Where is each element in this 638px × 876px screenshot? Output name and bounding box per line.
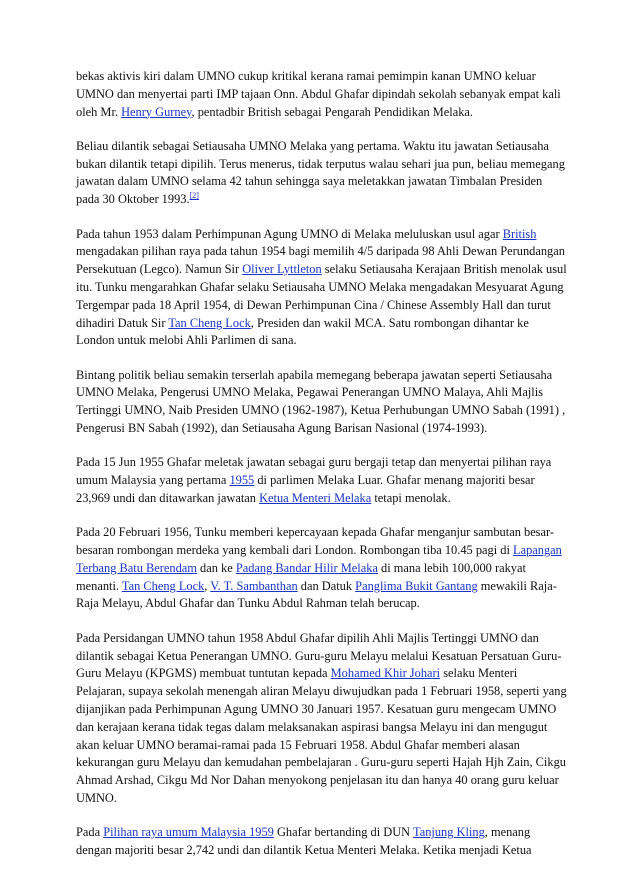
link-tan-cheng-lock[interactable]: Tan Cheng Lock: [168, 315, 251, 330]
link-oliver-lyttleton[interactable]: Oliver Lyttleton: [242, 262, 322, 277]
paragraph-text: ,: [204, 578, 211, 593]
paragraph-text: Bintang politik beliau semakin terserlah apabila memegang beberapa jawatan seperti Setiausaha UMNO Melaka, Pengerusi UMNO Melaka, Pegawai Penerangan UMNO Malaya, Ahli Majlis Tertinggi UMNO, Naib Presiden UMNO (1962-1987), Ketua Perhubungan UMNO Sabah (1991) , Pengerusi BN Sabah (1992), dan Setiausaha Agung Barisan Nasional (1974-1993).: [76, 367, 566, 436]
link-henry-gurney[interactable]: Henry Gurney: [121, 104, 192, 119]
paragraph-text: mewakili Raja-Raja Melayu, Abdul Ghafar dan Tunku Abdul Rahman telah berucap.: [76, 578, 557, 611]
paragraph-text: di parlimen Melaka Luar. Ghafar menang majoriti besar 23,969 undi dan ditawarkan jawatan: [76, 473, 535, 505]
paragraph-text: bekas aktivis kiri dalam UMNO cukup kritikal kerana ramai pemimpin kanan UMNO keluar UMNO dan menyertai parti IMP tajaan Onn. Abdul Ghafar dipindah sekolah sebanyak empat kali oleh Mr.: [76, 69, 561, 119]
article-body: [76, 68, 568, 876]
link-ketua-menteri-melaka[interactable]: Ketua Menteri Melaka: [259, 490, 372, 505]
link-tan-cheng-lock[interactable]: Tan Cheng Lock: [121, 578, 205, 593]
paragraph-text: mengadakan pilihan raya pada tahun 1954 bagi memilih 4/5 daripada 98 Ahli Dewan Perundangan Persekutuan (Legco). Namun Sir: [76, 244, 565, 277]
paragraph-text: Pada Persidangan UMNO tahun 1958 Abdul Ghafar dipilih Ahli Majlis Tertinggi UMNO dan dilantik sebagai Ketua Penerangan UMNO. Guru-guru Melayu melalui Kesatuan Persatuan Guru-Guru Melayu (KPGMS) membuat tuntutan kepada: [76, 630, 562, 681]
paragraph-text: tetapi menolak.: [371, 490, 451, 505]
paragraph-1959: [76, 824, 568, 860]
paragraph-1958: [76, 630, 568, 808]
link-1955[interactable]: 1955: [229, 473, 255, 488]
link-pilihan-raya-1959[interactable]: Pilihan raya umum Malaysia 1959: [103, 825, 274, 840]
paragraph-text: Pada 15 Jun 1955 Ghafar meletak jawatan sebagai guru bergaji tetap dan menyertai pilihan raya umum Malaysia yang pertama: [76, 455, 552, 488]
paragraph-text: dan ke: [196, 560, 236, 575]
paragraph-gurney: [76, 68, 568, 121]
paragraph-text: Pada: [76, 825, 104, 840]
paragraph-1953: [76, 226, 568, 351]
link-panglima-bukit-gantang[interactable]: Panglima Bukit Gantang: [355, 578, 478, 593]
paragraph-text: , pentadbir British sebagai Pengarah Pendidikan Melaka.: [191, 104, 473, 119]
paragraph-text: dan Datuk: [297, 578, 356, 593]
link-lapangan-terbang-batu-berendam[interactable]: Lapangan Terbang Batu Berendam: [76, 543, 562, 575]
paragraph-text: Ghafar bertanding di DUN: [273, 825, 414, 840]
paragraph-1956: [76, 524, 568, 613]
paragraph-text: , menang dengan majoriti besar 2,742 undi dan dilantik Ketua Menteri Melaka. Ketika menjadi Ketua: [76, 825, 532, 857]
link-tanjung-kling[interactable]: Tanjung Kling: [413, 825, 485, 840]
paragraph-setiausaha: [76, 138, 568, 209]
paragraph-1955: [76, 454, 568, 507]
paragraph-text: Pada tahun 1953 dalam Perhimpunan Agung UMNO di Melaka meluluskan usul agar: [76, 226, 503, 241]
paragraph-bintang-politik: [76, 367, 568, 438]
footnote-link[interactable]: [2]: [189, 191, 199, 201]
paragraph-text: Pada 20 Februari 1956, Tunku memberi kepercayaan kepada Ghafar menganjur sambutan besar-besaran rombongan merdeka yang kembali dari London. Rombongan tiba 10.45 pagi di: [76, 525, 555, 558]
link-mohamed-khir-johari[interactable]: Mohamed Khir Johari: [330, 666, 441, 681]
link-padang-bandar-hilir[interactable]: Padang Bandar Hilir Melaka: [235, 560, 378, 575]
paragraph-text: selaku Setiausaha Kerajaan British menolak usul itu. Tunku mengarahkan Ghafar selaku Setiausaha UMNO Melaka mengadakan Mesyuarat Agung Tergempar pada 18 April 1954, di Dewan Perhimpunan Cina / Chinese Assembly Hall dan turut dihadiri Datuk Sir: [76, 262, 567, 330]
paragraph-text: Beliau dilantik sebagai Setiausaha UMNO Melaka yang pertama. Waktu itu jawatan Setiausaha bukan dilantik tetapi dipilih. Terus menerus, tidak terputus walau sehari jua pun, beliau memegang jawatan dalam UMNO selama 42 tahun sehingga saya meletakkan jawatan Timbalan Presiden pada 30 Oktober 1993.: [76, 138, 565, 207]
paragraph-text: di mana lebih 100,000 rakyat menanti.: [76, 560, 526, 593]
footnote-ref: [190, 191, 199, 200]
paragraph-text: selaku Menteri Pelajaran, supaya sekolah menengah aliran Melayu diwujudkan pada 1 Februari 1958, seperti yang dijanjikan pada Perhimpunan Agung UMNO 30 Januari 1957. Kesatuan guru mengecam UMNO dan kerajaan kerana tidak tegas dalam melaksanakan aspirasi bangsa Melayu ini dan mengugut akan keluar UMNO beramai-ramai pada 15 Februari 1958. Abdul Ghafar memberi alasan kekurangan guru Melayu dan kemudahan pembelajaran . Guru-guru seperti Hajah Hjh Zain, Cikgu Ahmad Arshad, Cikgu Md Nor Dahan menyokong penjelasan itu dan hanya 40 orang guru keluar UMNO.: [76, 666, 567, 805]
link-british[interactable]: British: [502, 226, 537, 241]
paragraph-text: , Presiden dan wakil MCA. Satu rombongan dihantar ke London untuk melobi Ahli Parlimen di sana.: [76, 315, 529, 348]
link-vt-sambanthan[interactable]: V. T. Sambanthan: [210, 578, 298, 593]
